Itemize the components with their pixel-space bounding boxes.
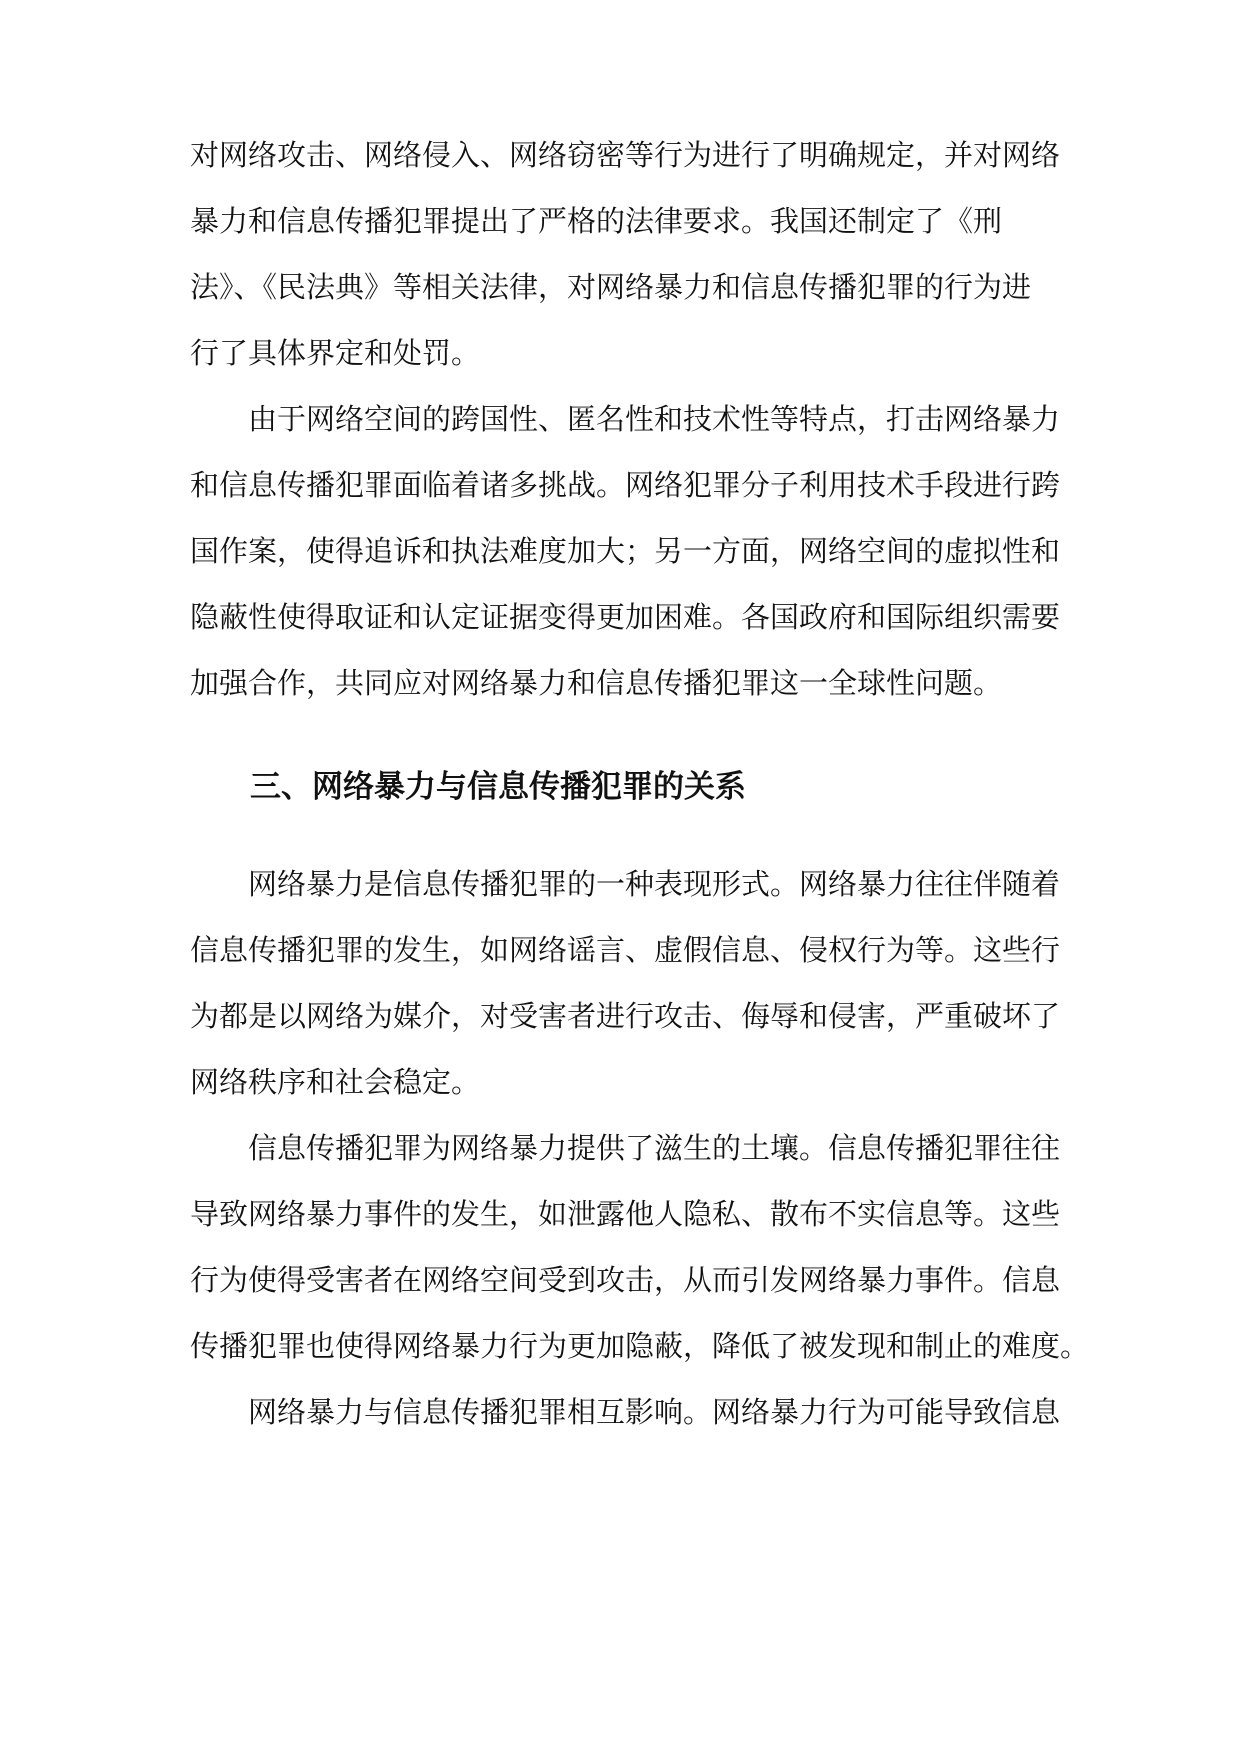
paragraph-2-line-3: 国作案，使得追诉和执法难度加大；另一方面，网络空间的虚拟性和 <box>190 534 1061 568</box>
section-paragraph-3-line-1: 网络暴力与信息传播犯罪相互影响。网络暴力行为可能导致信息 <box>248 1395 1061 1429</box>
section-paragraph-1-line-3: 为都是以网络为媒介，对受害者进行攻击、侮辱和侵害，严重破坏了 <box>190 999 1061 1033</box>
section-paragraph-2-line-2: 导致网络暴力事件的发生，如泄露他人隐私、散布不实信息等。这些 <box>190 1197 1061 1231</box>
section-paragraph-2-line-1: 信息传播犯罪为网络暴力提供了滋生的土壤。信息传播犯罪往往 <box>248 1131 1061 1165</box>
paragraph-1-line-1: 对网络攻击、网络侵入、网络窃密等行为进行了明确规定，并对网络 <box>190 138 1061 172</box>
section-paragraph-1-line-1: 网络暴力是信息传播犯罪的一种表现形式。网络暴力往往伴随着 <box>248 867 1061 901</box>
section-paragraph-1-line-2: 信息传播犯罪的发生，如网络谣言、虚假信息、侵权行为等。这些行 <box>190 933 1061 967</box>
paragraph-1-line-4: 行了具体界定和处罚。 <box>190 336 481 370</box>
section-paragraph-1-line-4: 网络秩序和社会稳定。 <box>190 1065 481 1099</box>
paragraph-1-line-3: 法》、《民法典》等相关法律，对网络暴力和信息传播犯罪的行为进 <box>190 270 1032 304</box>
paragraph-2-line-4: 隐蔽性使得取证和认定证据变得更加困难。各国政府和国际组织需要 <box>190 600 1061 634</box>
paragraph-2-line-1: 由于网络空间的跨国性、匿名性和技术性等特点，打击网络暴力 <box>248 402 1061 436</box>
paragraph-1-line-2: 暴力和信息传播犯罪提出了严格的法律要求。我国还制定了《刑 <box>190 204 1003 238</box>
paragraph-2-line-2: 和信息传播犯罪面临着诸多挑战。网络犯罪分子利用技术手段进行跨 <box>190 468 1061 502</box>
paragraph-2-line-5: 加强合作，共同应对网络暴力和信息传播犯罪这一全球性问题。 <box>190 666 1003 700</box>
section-heading: 三、网络暴力与信息传播犯罪的关系 <box>250 769 746 805</box>
section-paragraph-2-line-4: 传播犯罪也使得网络暴力行为更加隐蔽，降低了被发现和制止的难度。 <box>190 1329 1090 1363</box>
section-paragraph-2-line-3: 行为使得受害者在网络空间受到攻击，从而引发网络暴力事件。信息 <box>190 1263 1061 1297</box>
